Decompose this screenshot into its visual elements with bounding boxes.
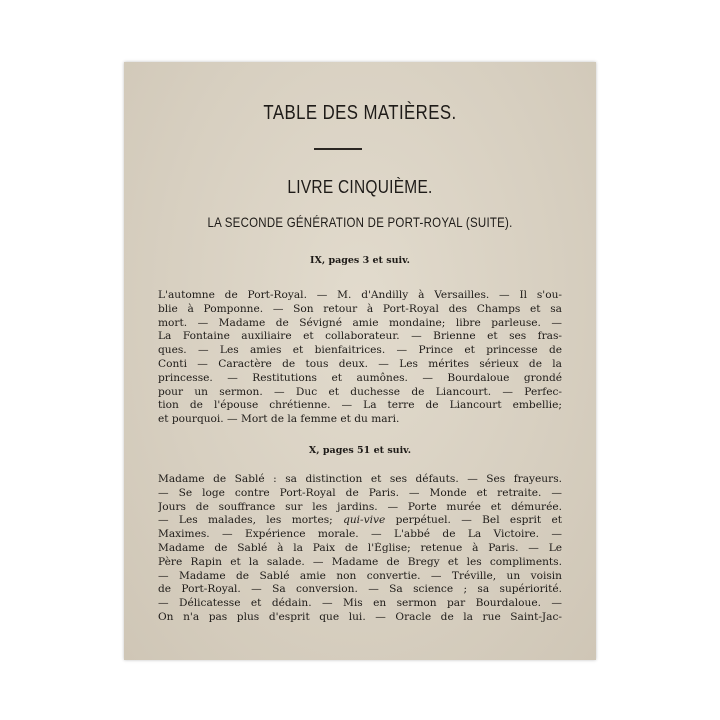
book-page — [124, 62, 596, 660]
chapter-summary-x — [158, 473, 562, 625]
summary-line: mort. — Madame de Sévigné amie mondaine; libre parleuse. — — [158, 316, 562, 329]
summary-line: Maximes. — Expérience morale. — L'abbé de La Victoire. — — [158, 528, 562, 541]
book-part-heading: LIVRE CINQUIÈME. — [287, 177, 433, 197]
summary-line: La Fontaine auxiliaire et collaborateur. — Brienne et ses fras- — [158, 330, 562, 343]
summary-line: — Les malades, les mortes; qui-vive perpétuel. — Bel esprit et — [158, 514, 562, 527]
chapter-summary-ix — [158, 289, 562, 427]
chapter-heading-ix: IX, pages 3 et suiv. — [310, 255, 410, 266]
chapter-heading-x: X, pages 51 et suiv. — [308, 445, 412, 456]
summary-line: Madame de Sablé à la Paix de l'Église; retenue à Paris. — Le — [158, 541, 562, 554]
summary-line: princesse. — Restitutions et aumônes. — Bourdaloue grondé — [158, 371, 562, 384]
italic-term: qui-vive — [343, 514, 386, 527]
summary-line: et pourquoi. — Mort de la femme et du mari. — [158, 413, 400, 426]
summary-line: de Port-Royal. — Sa conversion. — Sa science ; sa supériorité. — [158, 583, 562, 596]
summary-line: — Madame de Sablé amie non convertie. — Tréville, un voisin — [158, 569, 562, 582]
summary-line: blie à Pomponne. — Son retour à Port-Royal des Champs et sa — [158, 302, 562, 315]
summary-line: L'automne de Port-Royal. — M. d'Andilly à Versailles. — Il s'ou- — [158, 289, 562, 301]
summary-line: Madame de Sablé : sa distinction et ses défauts. — Ses frayeurs. — [158, 473, 562, 485]
summary-line: — Se loge contre Port-Royal de Paris. — Monde et retraite. — — [158, 486, 562, 499]
summary-line: On n'a pas plus d'esprit que lui. — Oracle de la rue Saint-Jac- — [158, 610, 562, 623]
book-part-subtitle: LA SECONDE GÉNÉRATION DE PORT-ROYAL (SUITE). — [207, 214, 513, 230]
summary-line: Père Rapin et la salade. — Madame de Bregy et les compliments. — [158, 555, 562, 568]
summary-line: — Délicatesse et dédain. — Mis en sermon par Bourdaloue. — — [158, 597, 562, 610]
page-title: TABLE DES MATIÈRES. — [263, 102, 457, 124]
summary-line: pour un sermon. — Duc et duchesse de Liancourt. — Perfec- — [158, 385, 562, 398]
title-divider — [314, 148, 362, 150]
summary-line: tion de l'épouse chrétienne. — La terre de Liancourt embellie; — [158, 399, 562, 412]
summary-line: Conti — Caractère de tous deux. — Les mérites sérieux de la — [158, 357, 562, 370]
summary-line: Jours de souffrance sur les jardins. — Porte murée et démurée. — [158, 500, 562, 513]
summary-line: ques. — Les amies et bienfaitrices. — Prince et princesse de — [158, 344, 562, 357]
